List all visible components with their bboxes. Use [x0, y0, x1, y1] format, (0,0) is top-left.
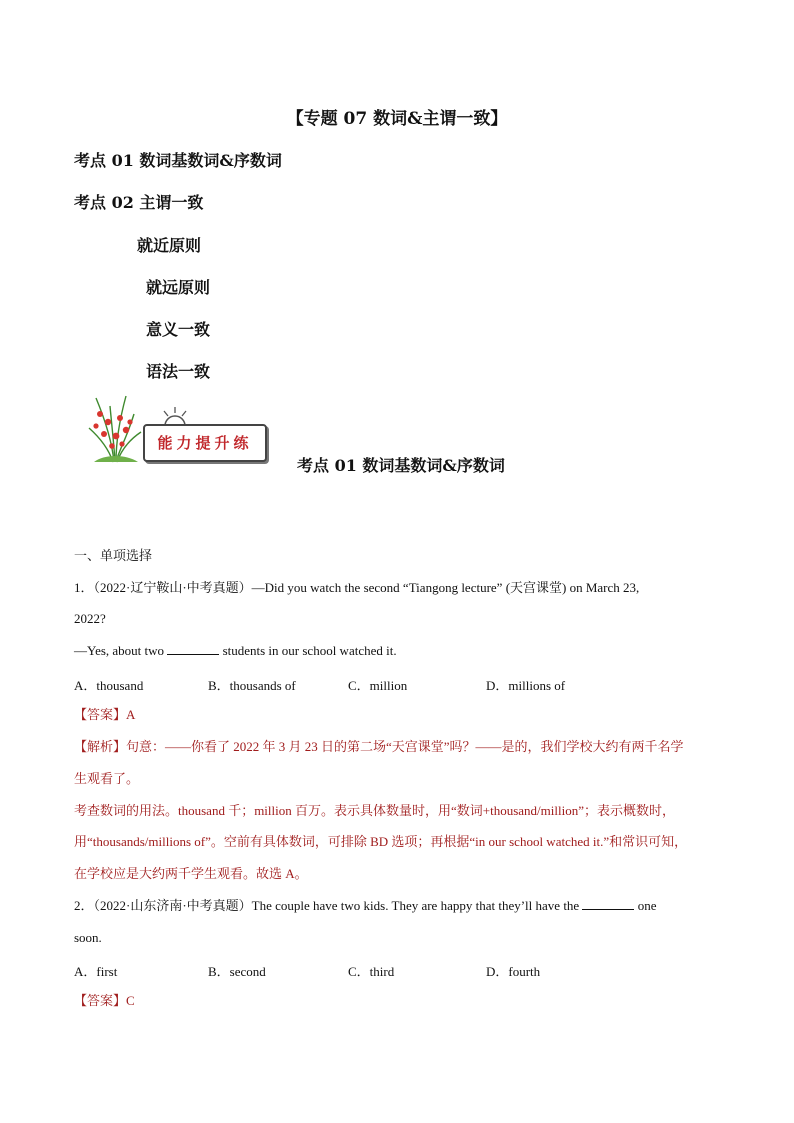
q1-stem-line-2: 2022?: [74, 611, 106, 626]
q1-analysis-label: 【解析】: [74, 739, 127, 754]
q2-option-b: B．second: [208, 964, 266, 979]
flower-plant-illustration: [86, 392, 144, 466]
part-label: 一、单项选择: [74, 548, 153, 563]
q1-stem-line-3: [74, 641, 397, 661]
outline-sub-1: 就近原则: [137, 236, 202, 255]
q1-option-a: A．thousand: [74, 678, 144, 693]
q1-answer: [74, 705, 135, 725]
q2-answer-label: 【答案】: [74, 993, 127, 1008]
outline-point-2: 考点 02 主谓一致: [74, 193, 204, 212]
q1-analysis-line-3: 考查数词的用法。thousand 千；million 百万。表示具体数量时，用“数词+thousand/million”；表示概数时，: [74, 803, 675, 818]
badge-label: 能力提升练: [157, 434, 253, 452]
q2-stem-line-2: soon.: [74, 930, 102, 945]
outline-sub-3: 意义一致: [146, 320, 211, 339]
q1-option-d: D．millions of: [486, 678, 566, 693]
q2-answer: [74, 991, 135, 1011]
q2-stem-line-1: [74, 896, 656, 916]
section-heading: 考点 01 数词基数词&序数词: [297, 456, 505, 475]
q1-line3-post: students in our school watched it.: [222, 643, 397, 658]
q2-option-c: C．third: [348, 964, 395, 979]
q1-analysis-line-2: 生观看了。: [74, 771, 140, 786]
q1-stem-line-1: 1．（2022·辽宁鞍山·中考真题）—Did you watch the second “Tiangong lecture” (天宫课堂) on March 23,: [74, 580, 640, 595]
q1-analysis-line-1: [74, 737, 684, 757]
q2-line1-post: one: [637, 898, 657, 913]
q2-line1-pre: 2．（2022·山东济南·中考真题）The couple have two kids. They are happy that they’ll have the: [74, 898, 580, 913]
q1-option-c: C．million: [348, 678, 408, 693]
q2-blank: [582, 896, 634, 910]
q1-answer-label: 【答案】: [74, 707, 127, 722]
q1-line3-pre: —Yes, about two: [74, 643, 165, 658]
q1-analysis-text-1: 句意：——你看了 2022 年 3 月 23 日的第二场“天宫课堂”吗？——是的，我们学校大约有两千名学: [126, 739, 684, 754]
q1-option-b: B．thousands of: [208, 678, 296, 693]
q1-analysis-line-4: 用“thousands/millions of”。空前有具体数词，可排除 BD 选项；再根据“in our school watched it.”和常识可知，: [74, 834, 688, 849]
document-title: 【专题 07 数词&主谓一致】: [286, 109, 508, 129]
q1-analysis-line-5: 在学校应是大约两千学生观看。故选 A。: [74, 866, 308, 881]
ability-badge: [143, 424, 267, 462]
q2-option-d: D．fourth: [486, 964, 541, 979]
outline-sub-4: 语法一致: [146, 362, 211, 381]
q2-option-a: A．first: [74, 964, 118, 979]
q1-blank: [167, 641, 219, 655]
outline-point-1: 考点 01 数词基数词&序数词: [74, 151, 282, 170]
q2-answer-value: C: [126, 993, 135, 1008]
q1-answer-value: A: [126, 707, 136, 722]
outline-sub-2: 就远原则: [146, 278, 211, 297]
